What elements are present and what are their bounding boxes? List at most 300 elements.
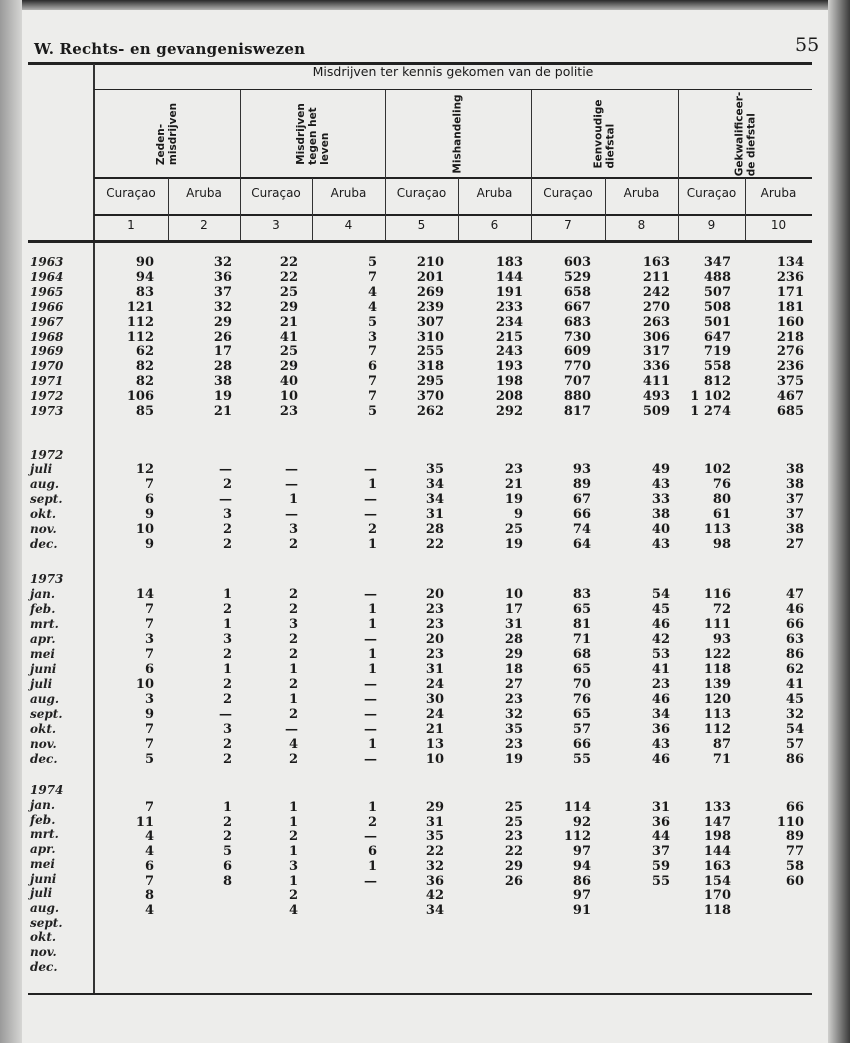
table-cell: 307	[416, 314, 444, 330]
table-cell: 2	[288, 602, 298, 617]
table-cell: 17	[504, 602, 523, 617]
table-cell: 812	[703, 374, 731, 390]
table-cell: 122	[703, 647, 731, 662]
column-number: 3	[272, 218, 280, 232]
table-cell: 23	[504, 462, 523, 477]
table-cell: 21	[504, 477, 523, 492]
block-heading: 1972	[30, 448, 64, 462]
table-cell: 64	[572, 537, 591, 552]
table-cell: 40	[279, 374, 298, 390]
row-label: okt.	[30, 507, 57, 521]
table-cell: 26	[213, 329, 232, 345]
table-cell: 144	[703, 844, 731, 860]
table-cell: 38	[213, 374, 232, 390]
table-cell: 215	[495, 329, 523, 345]
region-header: Curaçao	[543, 186, 593, 200]
table-cell: 36	[425, 873, 444, 889]
table-cell: 112	[563, 829, 591, 845]
row-label: apr.	[30, 842, 56, 857]
rule	[94, 89, 812, 90]
table-cell: 1	[288, 492, 298, 507]
table-cell: 61	[712, 507, 731, 522]
row-label: dec.	[30, 752, 58, 766]
table-cell: 58	[785, 858, 804, 874]
table-cell: 210	[416, 255, 444, 270]
table-cell: 10	[135, 522, 154, 537]
region-header: Aruba	[186, 186, 222, 200]
table-cell: 198	[703, 829, 731, 845]
table-cell: 488	[703, 269, 731, 285]
table-cell: 110	[776, 814, 804, 830]
table-cell: 34	[425, 477, 444, 492]
table-cell: 2	[222, 814, 232, 830]
row-label: feb.	[30, 812, 56, 827]
table-cell: 7	[144, 617, 154, 632]
table-cell: 1	[367, 737, 377, 752]
table-cell: —	[364, 677, 377, 692]
table-cell: 34	[425, 902, 444, 918]
table-cell: 49	[651, 462, 670, 477]
page-number: 55	[795, 34, 820, 56]
table-cell: 93	[572, 462, 591, 477]
table-cell: —	[285, 462, 298, 477]
table-cell: 236	[776, 359, 804, 375]
table-cell: 201	[416, 269, 444, 285]
table-cell: 310	[416, 329, 444, 345]
table-cell: 2	[288, 829, 298, 845]
table-cell: 66	[785, 800, 804, 815]
table-cell: —	[364, 829, 377, 845]
table-cell: 83	[572, 587, 591, 602]
table-cell: 507	[703, 284, 731, 300]
table-cell: 27	[785, 537, 804, 552]
table-cell: 59	[651, 858, 670, 874]
table-cell: —	[364, 707, 377, 722]
table-cell: 7	[367, 269, 377, 285]
table-cell: 7	[144, 477, 154, 492]
table-cell: 770	[563, 359, 591, 375]
table-cell: 1 102	[690, 389, 731, 405]
column-number: 6	[490, 218, 499, 232]
table-cell: 66	[572, 737, 591, 752]
table-cell: 667	[563, 299, 591, 315]
table-cell: 9	[144, 537, 154, 552]
table-cell: 3	[222, 722, 232, 737]
table-cell: 89	[785, 829, 804, 845]
table-cell: 65	[572, 707, 591, 722]
table-cell: 25	[504, 814, 523, 830]
table-cell: 2	[288, 587, 298, 602]
table-cell: 1	[367, 537, 377, 552]
table-cell: —	[219, 707, 232, 722]
table-cell: 2	[288, 632, 298, 647]
table-cell: 163	[642, 255, 670, 270]
row-label: 1963	[30, 255, 64, 269]
table-cell: 2	[222, 692, 232, 707]
table-cell: 112	[703, 722, 731, 737]
row-label: juni	[30, 871, 57, 886]
table-cell: 3	[222, 632, 232, 647]
table-cell: 22	[279, 269, 298, 285]
row-label: nov.	[30, 522, 57, 536]
table-cell: 81	[572, 617, 591, 632]
table-cell: 38	[785, 462, 804, 477]
table-cell: 32	[213, 299, 232, 315]
table-cell: 54	[651, 587, 670, 602]
table-cell: 83	[135, 284, 154, 300]
table-cell: 43	[651, 477, 670, 492]
category-label: Zeden- misdrijven	[155, 102, 179, 166]
table-cell: 32	[504, 707, 523, 722]
table-cell: 147	[703, 814, 731, 830]
table-cell: 276	[776, 344, 804, 360]
table-cell: 7	[144, 722, 154, 737]
running-title: W. Rechts- en gevangeniswezen	[34, 40, 306, 58]
table-cell: 133	[703, 800, 731, 815]
row-label: sept.	[30, 492, 63, 506]
table-cell: 46	[651, 692, 670, 707]
table-cell: 183	[495, 255, 523, 270]
table-cell: 70	[572, 677, 591, 692]
table-cell: 4	[144, 902, 154, 918]
table-cell: 10	[279, 389, 298, 405]
table-cell: 97	[572, 844, 591, 860]
table-cell: 171	[776, 284, 804, 300]
table-cell: 31	[504, 617, 523, 632]
table-cell: 98	[712, 537, 731, 552]
row-label: okt.	[30, 930, 57, 945]
row-label: nov.	[30, 945, 57, 959]
table-cell: —	[364, 462, 377, 477]
table-cell: 28	[425, 522, 444, 537]
table-cell: 29	[504, 647, 523, 662]
table-cell: 46	[785, 602, 804, 617]
column-number: 5	[417, 218, 426, 232]
table-cell: 318	[416, 359, 444, 375]
table-cell: 370	[416, 389, 444, 405]
table-cell: 45	[785, 692, 804, 707]
table-cell: 7	[367, 389, 377, 405]
table-cell: 25	[279, 284, 298, 300]
table-cell: 31	[425, 507, 444, 522]
table-cell: 8	[144, 888, 154, 904]
table-cell: 269	[416, 284, 444, 300]
table-cell: 36	[651, 722, 670, 737]
table-cell: 10	[504, 587, 523, 602]
table-cell: 1	[367, 602, 377, 617]
table-cell: 12	[135, 462, 154, 477]
table-cell: 29	[213, 314, 232, 330]
table-cell: 13	[425, 737, 444, 752]
table-cell: 3	[288, 522, 298, 537]
table-cell: —	[219, 462, 232, 477]
row-label: juni	[30, 662, 57, 676]
table-cell: 97	[572, 888, 591, 904]
table-cell: 4	[367, 299, 377, 315]
table-cell: 9	[513, 507, 523, 522]
table-cell: 2	[367, 522, 377, 537]
table-cell: 1	[288, 662, 298, 677]
table-cell: 24	[425, 677, 444, 692]
table-cell: 10	[135, 677, 154, 692]
table-cell: 1	[288, 873, 298, 889]
table-cell: 22	[425, 537, 444, 552]
table-cell: 57	[572, 722, 591, 737]
table-cell: 1	[367, 647, 377, 662]
table-cell: 11	[135, 814, 154, 830]
table-cell: —	[364, 692, 377, 707]
table-cell: 25	[504, 522, 523, 537]
table-cell: 76	[712, 477, 731, 492]
table-cell: 66	[785, 617, 804, 632]
table-cell: 2	[288, 677, 298, 692]
row-label: 1970	[30, 359, 64, 374]
row-label: sept.	[30, 707, 63, 721]
table-cell: 94	[572, 858, 591, 874]
table-cell: 7	[367, 344, 377, 360]
column-number: 1	[127, 218, 135, 232]
table-cell: 31	[651, 800, 670, 815]
table-cell: 43	[651, 537, 670, 552]
region-header: Aruba	[476, 186, 513, 200]
region-header: Curaçao	[396, 186, 447, 200]
table-cell: 23	[504, 829, 523, 845]
table-cell: 2	[222, 602, 232, 617]
table-cell: 2	[288, 537, 298, 552]
table-cell: 375	[776, 374, 804, 390]
table-cell: 880	[563, 389, 591, 405]
table-cell: 1	[367, 662, 377, 677]
table-cell: 82	[135, 374, 154, 390]
row-label: mrt.	[30, 617, 59, 631]
table-cell: 71	[572, 632, 591, 647]
table-cell: 74	[572, 522, 591, 537]
table-cell: 89	[572, 477, 591, 492]
table-cell: 43	[651, 737, 670, 752]
table-cell: 77	[785, 844, 804, 860]
table-cell: 23	[425, 617, 444, 632]
table-cell: —	[364, 632, 377, 647]
region-header: Curaçao	[251, 186, 301, 200]
table-cell: 120	[703, 692, 731, 707]
category-header-3	[385, 92, 531, 176]
table-cell: 24	[425, 707, 444, 722]
table-cell: 118	[703, 902, 731, 918]
table-cell: 60	[785, 873, 804, 889]
table-cell: 112	[126, 314, 154, 330]
table-cell: 4	[288, 737, 298, 752]
table-cell: 2	[222, 522, 232, 537]
row-label: 1968	[30, 329, 64, 344]
table-cell: 20	[425, 632, 444, 647]
table-bottom-rule	[28, 993, 812, 995]
table-cell: 21	[213, 404, 232, 419]
table-cell: 112	[126, 329, 154, 345]
table-cell: —	[364, 492, 377, 507]
table-cell: 37	[213, 284, 232, 300]
table-cell: 7	[144, 602, 154, 617]
table-cell: 7	[367, 374, 377, 390]
table-cell: 4	[367, 284, 377, 300]
region-header: Curaçao	[106, 186, 156, 200]
table-cell: 37	[785, 492, 804, 507]
header-bottom-rule	[28, 240, 812, 243]
category-label: Gekwalificeer- de diefstal	[733, 91, 757, 177]
table-cell: 23	[651, 677, 670, 692]
row-label: mrt.	[30, 827, 59, 842]
table-cell: 86	[785, 647, 804, 662]
category-label: Eenvoudige diefstal	[592, 99, 617, 169]
table-cell: 23	[279, 404, 298, 419]
category-label: Mishandeling	[451, 94, 464, 174]
row-label: 1971	[30, 374, 64, 389]
table-cell: 94	[135, 269, 154, 285]
table-cell: 263	[642, 314, 670, 330]
table-cell: 41	[651, 662, 670, 677]
table-cell: 6	[144, 858, 154, 874]
table-cell: 7	[144, 800, 154, 815]
table-cell: 6	[222, 858, 232, 874]
table-cell: 54	[785, 722, 804, 737]
table-cell: 106	[126, 389, 154, 405]
table-cell: 65	[572, 662, 591, 677]
row-label: feb.	[30, 602, 56, 616]
column-number: 10	[770, 218, 787, 232]
table-cell: 5	[367, 255, 377, 270]
table-cell: 144	[495, 269, 523, 285]
table-cell: 41	[279, 329, 298, 345]
table-cell: 2	[367, 814, 377, 830]
table-cell: 154	[703, 873, 731, 889]
row-label: 1969	[30, 344, 64, 359]
table-cell: 493	[642, 389, 670, 405]
table-cell: 20	[425, 587, 444, 602]
table-cell: 198	[495, 374, 523, 390]
table-cell: 5	[367, 314, 377, 330]
table-cell: 3	[144, 692, 154, 707]
table-cell: 25	[504, 800, 523, 815]
table-cell: 2	[288, 752, 298, 767]
table-cell: 55	[572, 752, 591, 767]
column-number: 7	[564, 218, 572, 232]
table-cell: 1	[367, 800, 377, 815]
category-header-1	[94, 92, 240, 176]
table-cell: 1	[288, 814, 298, 830]
table-cell: 82	[135, 359, 154, 375]
table-cell: 683	[563, 314, 591, 330]
table-cell: 163	[703, 858, 731, 874]
table-cell: 218	[776, 329, 804, 345]
table-cell: 685	[776, 404, 804, 419]
table-cell: 9	[144, 507, 154, 522]
table-cell: 6	[144, 662, 154, 677]
row-label: aug.	[30, 477, 60, 491]
table-cell: 116	[703, 587, 731, 602]
category-header-5	[678, 92, 812, 176]
table-cell: 4	[288, 902, 298, 918]
table-cell: 2	[222, 647, 232, 662]
table-cell: 57	[785, 737, 804, 752]
table-cell: 42	[425, 888, 444, 904]
table-cell: 35	[504, 722, 523, 737]
table-cell: 32	[785, 707, 804, 722]
table-cell: 66	[572, 507, 591, 522]
table-cell: 47	[785, 587, 804, 602]
row-label: 1964	[30, 269, 64, 284]
table-cell: 2	[288, 647, 298, 662]
row-label: jan.	[30, 798, 56, 812]
row-label: nov.	[30, 737, 57, 751]
column-number: 9	[707, 218, 716, 232]
table-cell: 80	[712, 492, 731, 507]
table-cell: 21	[279, 314, 298, 330]
table-cell: 191	[495, 284, 523, 300]
table-cell: 1	[222, 617, 232, 632]
table-cell: 5	[144, 752, 154, 767]
table-cell: 2	[222, 737, 232, 752]
region-header: Aruba	[330, 186, 367, 200]
rule	[94, 214, 812, 216]
table-cell: 2	[222, 537, 232, 552]
table-cell: 2	[222, 752, 232, 767]
column-number: 8	[637, 218, 646, 232]
table-cell: 242	[642, 284, 670, 300]
table-cell: 23	[425, 647, 444, 662]
table-cell: 62	[785, 662, 804, 677]
previous-page-edge	[0, 0, 22, 1043]
table-cell: 208	[495, 389, 523, 405]
region-header: Curaçao	[686, 186, 737, 200]
table-cell: 29	[425, 800, 444, 815]
table-cell: —	[364, 873, 377, 889]
table-cell: 86	[785, 752, 804, 767]
table-cell: 21	[425, 722, 444, 737]
column-number: 2	[200, 218, 208, 232]
category-header-4	[531, 92, 678, 176]
table-cell: 31	[425, 662, 444, 677]
column-number: 4	[344, 218, 353, 232]
row-label: dec.	[30, 959, 58, 974]
table-cell: 603	[563, 255, 591, 270]
table-cell: 33	[651, 492, 670, 507]
row-label: mei	[30, 647, 55, 661]
table-cell: 22	[504, 844, 523, 860]
table-cell: 306	[642, 329, 670, 345]
table-cell: 113	[703, 522, 731, 537]
table-cell: 29	[279, 359, 298, 375]
table-cell: 72	[712, 602, 731, 617]
table-cell: 23	[425, 602, 444, 617]
table-cell: 114	[563, 800, 591, 815]
row-label: 1973	[30, 404, 64, 418]
table-cell: 31	[425, 814, 444, 830]
table-cell: —	[285, 722, 298, 737]
table-cell: 6	[144, 492, 154, 507]
table-cell: —	[219, 492, 232, 507]
row-label: 1966	[30, 299, 64, 314]
table-cell: 9	[144, 707, 154, 722]
table-cell: 1	[288, 692, 298, 707]
row-label: juli	[30, 677, 53, 691]
table-cell: 3	[222, 507, 232, 522]
table-cell: 34	[425, 492, 444, 507]
table-cell: —	[364, 507, 377, 522]
table-cell: 3	[288, 617, 298, 632]
table-cell: 8	[222, 873, 232, 889]
table-cell: 233	[495, 299, 523, 315]
table-cell: 38	[651, 507, 670, 522]
region-header: Aruba	[623, 186, 660, 200]
